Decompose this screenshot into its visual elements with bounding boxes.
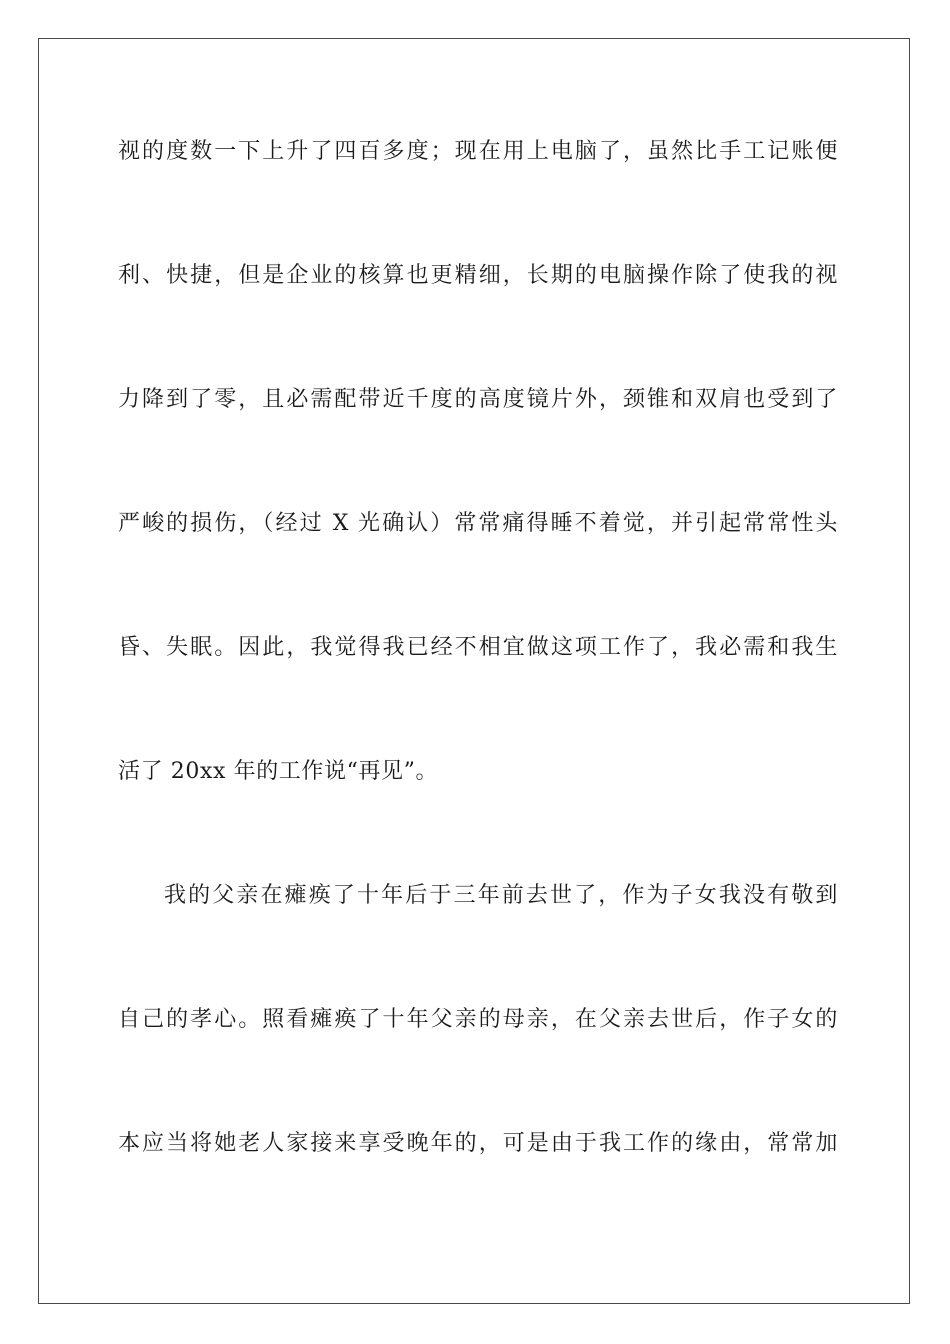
text-line: 自己的孝心。照看瘫痪了十年父亲的母亲，在父亲去世后，作子女的 <box>118 1007 838 1032</box>
text-line: 本应当将她老人家接来享受晚年的，可是由于我工作的缘由，常常加 <box>118 1131 838 1156</box>
page-frame <box>38 38 910 1304</box>
text-line: 昏、失眠。因此，我觉得我已经不相宜做这项工作了，我必需和我生 <box>118 635 838 660</box>
text-line: 利、快捷，但是企业的核算也更精细，长期的电脑操作除了使我的视 <box>118 263 838 288</box>
text-line: 视的度数一下上升了四百多度；现在用上电脑了，虽然比手工记账便 <box>118 139 838 164</box>
text-line: 力降到了零，且必需配带近千度的高度镜片外，颈锥和双肩也受到了 <box>118 387 838 412</box>
text-line: 严峻的损伤，（经过 X 光确认）常常痛得睡不着觉，并引起常常性头 <box>118 511 838 536</box>
paragraph-first-line: 我的父亲在瘫痪了十年后于三年前去世了，作为子女我没有敬到 <box>164 883 838 908</box>
text-line: 活了 20xx 年的工作说“再见”。 <box>118 759 439 784</box>
